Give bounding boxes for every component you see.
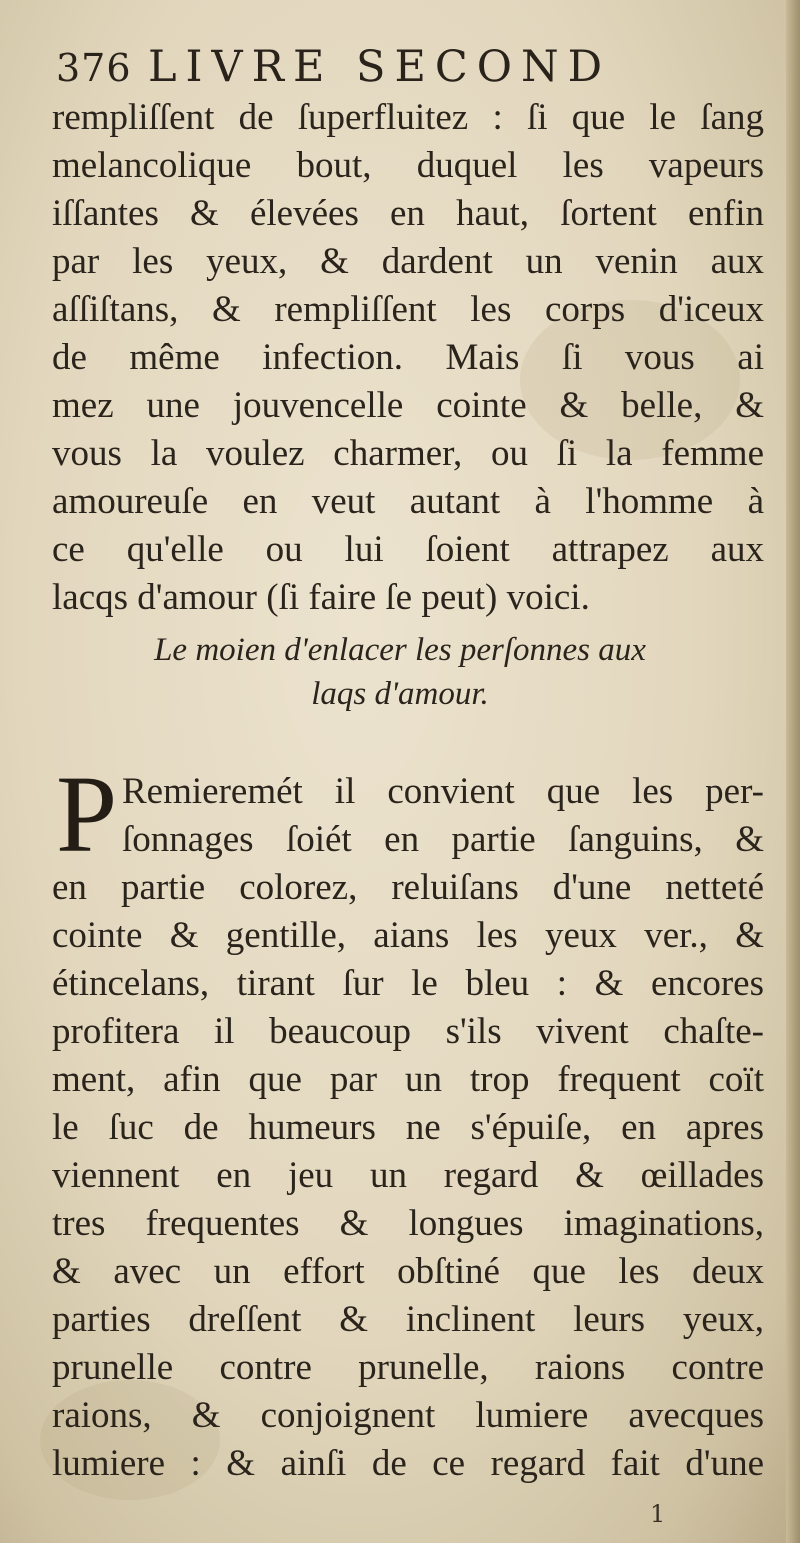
- text-line: vous la voulez charmer, ou ſi la femme: [52, 433, 764, 474]
- section-heading: [60, 628, 740, 716]
- page-edge: [786, 0, 800, 1543]
- heading-line: laqs d'amour.: [311, 676, 489, 712]
- text-line: parties dreſſent & inclinent leurs yeux,: [52, 1299, 764, 1340]
- text-line: étincelans, tirant ſur le bleu : & encores: [52, 963, 764, 1004]
- text-line: iſſantes & élevées en haut, ſortent enfin: [52, 193, 764, 234]
- text-line: de même infection. Mais ſi vous ai: [52, 337, 764, 378]
- paragraph-2: [52, 753, 764, 1488]
- text-line: viennent en jeu un regard & œillades: [52, 1155, 764, 1196]
- text-line: & avec un effort obſtiné que les deux: [52, 1251, 764, 1292]
- text-line: le ſuc de humeurs ne s'épuiſe, en apres: [52, 1107, 764, 1148]
- text-line: par les yeux, & dardent un venin aux: [52, 241, 764, 282]
- text-line: ce qu'elle ou lui ſoient attrapez aux: [52, 529, 764, 570]
- running-title: LIVRE SECOND: [148, 42, 612, 92]
- signature-mark: 1: [650, 1500, 666, 1528]
- heading-line: Le moien d'enlacer les perſonnes aux: [154, 632, 646, 668]
- text-line: Remieremét il convient que les per-: [122, 771, 764, 812]
- page-number: 376: [56, 46, 132, 90]
- text-line: ment, afin que par un trop frequent coït: [52, 1059, 764, 1100]
- text-line: mez une jouvencelle cointe & belle, &: [52, 385, 764, 426]
- text-line: en partie colorez, reluiſans d'une netteté: [52, 867, 764, 908]
- page-header: [56, 40, 760, 90]
- text-line: melancolique bout, duquel les vapeurs: [52, 145, 764, 186]
- text-line: cointe & gentille, aians les yeux ver., &: [52, 915, 764, 956]
- paragraph-1: [52, 94, 764, 622]
- text-line: rempliſſent de ſuperfluitez : ſi que le ſang: [52, 97, 764, 138]
- text-line: amoureuſe en veut autant à l'homme à: [52, 481, 764, 522]
- text-line: aſſiſtans, & rempliſſent les corps d'iceux: [52, 289, 764, 330]
- text-line: prunelle contre prunelle, raions contre: [52, 1347, 764, 1388]
- text-line: profitera il beaucoup s'ils vivent chaſte-: [52, 1011, 764, 1052]
- text-line: lacqs d'amour (ſi faire ſe peut) voici.: [52, 577, 590, 618]
- text-line: ſonnages ſoiét en partie ſanguins, &: [122, 819, 764, 860]
- text-line: tres frequentes & longues imaginations,: [52, 1203, 764, 1244]
- text-line: lumiere : & ainſi de ce regard fait d'une: [52, 1443, 764, 1484]
- drop-capital: P: [56, 753, 118, 875]
- text-line: raions, & conjoignent lumiere avecques: [52, 1395, 764, 1436]
